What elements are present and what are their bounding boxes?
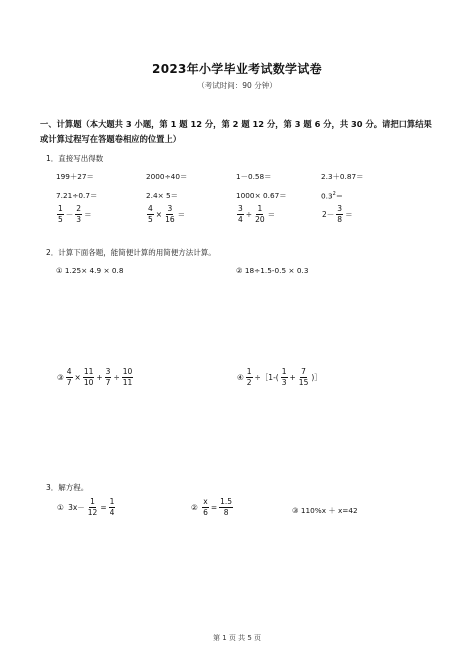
base: 0.3 xyxy=(321,191,333,201)
q2-item-4: ④ $\frac{1}{2}$ ÷［1-( $\frac{1}{3}$ + $\frac{7}{15}$ )］ xyxy=(237,367,322,387)
page-footer: 第 1 页 共 5 页 xyxy=(212,634,262,642)
question-3-label: 3．解方程。 xyxy=(46,483,89,492)
q1-item: 1－0.58＝ xyxy=(236,172,272,181)
question-1-label: 1．直接写出得数 xyxy=(46,154,104,163)
fraction: $\frac{4}{7}$ xyxy=(66,367,72,387)
exam-duration: （考试时间：90 分钟） xyxy=(197,81,277,90)
question-2-label: 2．计算下面各题，能简便计算的用简便方法计算。 xyxy=(46,248,216,257)
fraction: $\frac{x}{6}$ xyxy=(203,497,208,517)
q1-item-power xyxy=(321,191,343,201)
fraction: $\frac{1}{2}$ xyxy=(246,367,252,387)
fraction: $\frac{1}{5}$ xyxy=(58,204,63,224)
q1-item: 2.3＋0.87＝ xyxy=(321,172,364,181)
fraction: $\frac{10}{11}$ xyxy=(122,367,133,387)
q3-item-2: ② $\frac{x}{6}$ = $\frac{1.5}{8}$ xyxy=(191,497,233,517)
q1-fraction-item: $\frac{4}{5}$ × $\frac{3}{16}$ ＝ xyxy=(148,204,186,224)
fraction: $\frac{1}{12}$ xyxy=(87,497,98,517)
fraction: $\frac{1.5}{8}$ xyxy=(220,497,233,517)
fraction: $\frac{2}{3}$ xyxy=(76,204,82,224)
fraction: $\frac{4}{5}$ xyxy=(148,204,153,224)
q1-item: 1000× 0.67＝ xyxy=(236,191,287,200)
q1-item: 7.21÷0.7＝ xyxy=(56,191,98,200)
q3-item-1: ① 3x－ $\frac{1}{12}$ = $\frac{1}{4}$ xyxy=(57,497,115,517)
fraction: $\frac{7}{15}$ xyxy=(298,367,309,387)
q2-item-3: ③ $\frac{4}{7}$ × $\frac{11}{10}$ + $\frac{3}{7}$ ÷ $\frac{10}{11}$ xyxy=(57,367,133,387)
q3-item-3: ③ 110%x ＋ x=42 xyxy=(292,506,358,515)
equals: ＝ xyxy=(335,191,344,201)
fraction: $\frac{1}{4}$ xyxy=(109,497,115,517)
q1-item: 2.4× 5＝ xyxy=(146,191,178,200)
q2-item-1: ① 1.25× 4.9 × 0.8 xyxy=(56,266,124,275)
q1-fraction-item: 2－ $\frac{3}{8}$ ＝ xyxy=(322,204,353,224)
exponent: 2 xyxy=(332,191,336,197)
q1-fraction-item: $\frac{3}{4}$ ÷ $\frac{1}{20}$ ＝ xyxy=(238,204,276,224)
fraction: $\frac{3}{16}$ xyxy=(165,204,175,224)
fraction: $\frac{3}{4}$ xyxy=(238,204,243,224)
fraction: $\frac{1}{20}$ xyxy=(255,204,265,224)
q1-item: 2000÷40＝ xyxy=(146,172,188,181)
page-title: 2023年小学毕业考试数学试卷 xyxy=(152,62,322,76)
q1-item: 199＋27＝ xyxy=(56,172,94,181)
fraction: $\frac{3}{8}$ xyxy=(337,204,343,224)
fraction: $\frac{11}{10}$ xyxy=(83,367,94,387)
section-heading: 一、计算题（本大题共 3 小题，第 1 题 12 分，第 2 题 12 分，第 3 题 6 分，共 30 分。请把口算结果或计算过程写在答题卷相应的位置上） xyxy=(40,119,432,144)
q1-fraction-item: $\frac{1}{5}$ － $\frac{2}{3}$ ＝ xyxy=(58,204,92,224)
fraction: $\frac{1}{3}$ xyxy=(281,367,287,387)
fraction: $\frac{3}{7}$ xyxy=(105,367,111,387)
q2-item-2: ② 18÷1.5-0.5 × 0.3 xyxy=(236,266,309,275)
